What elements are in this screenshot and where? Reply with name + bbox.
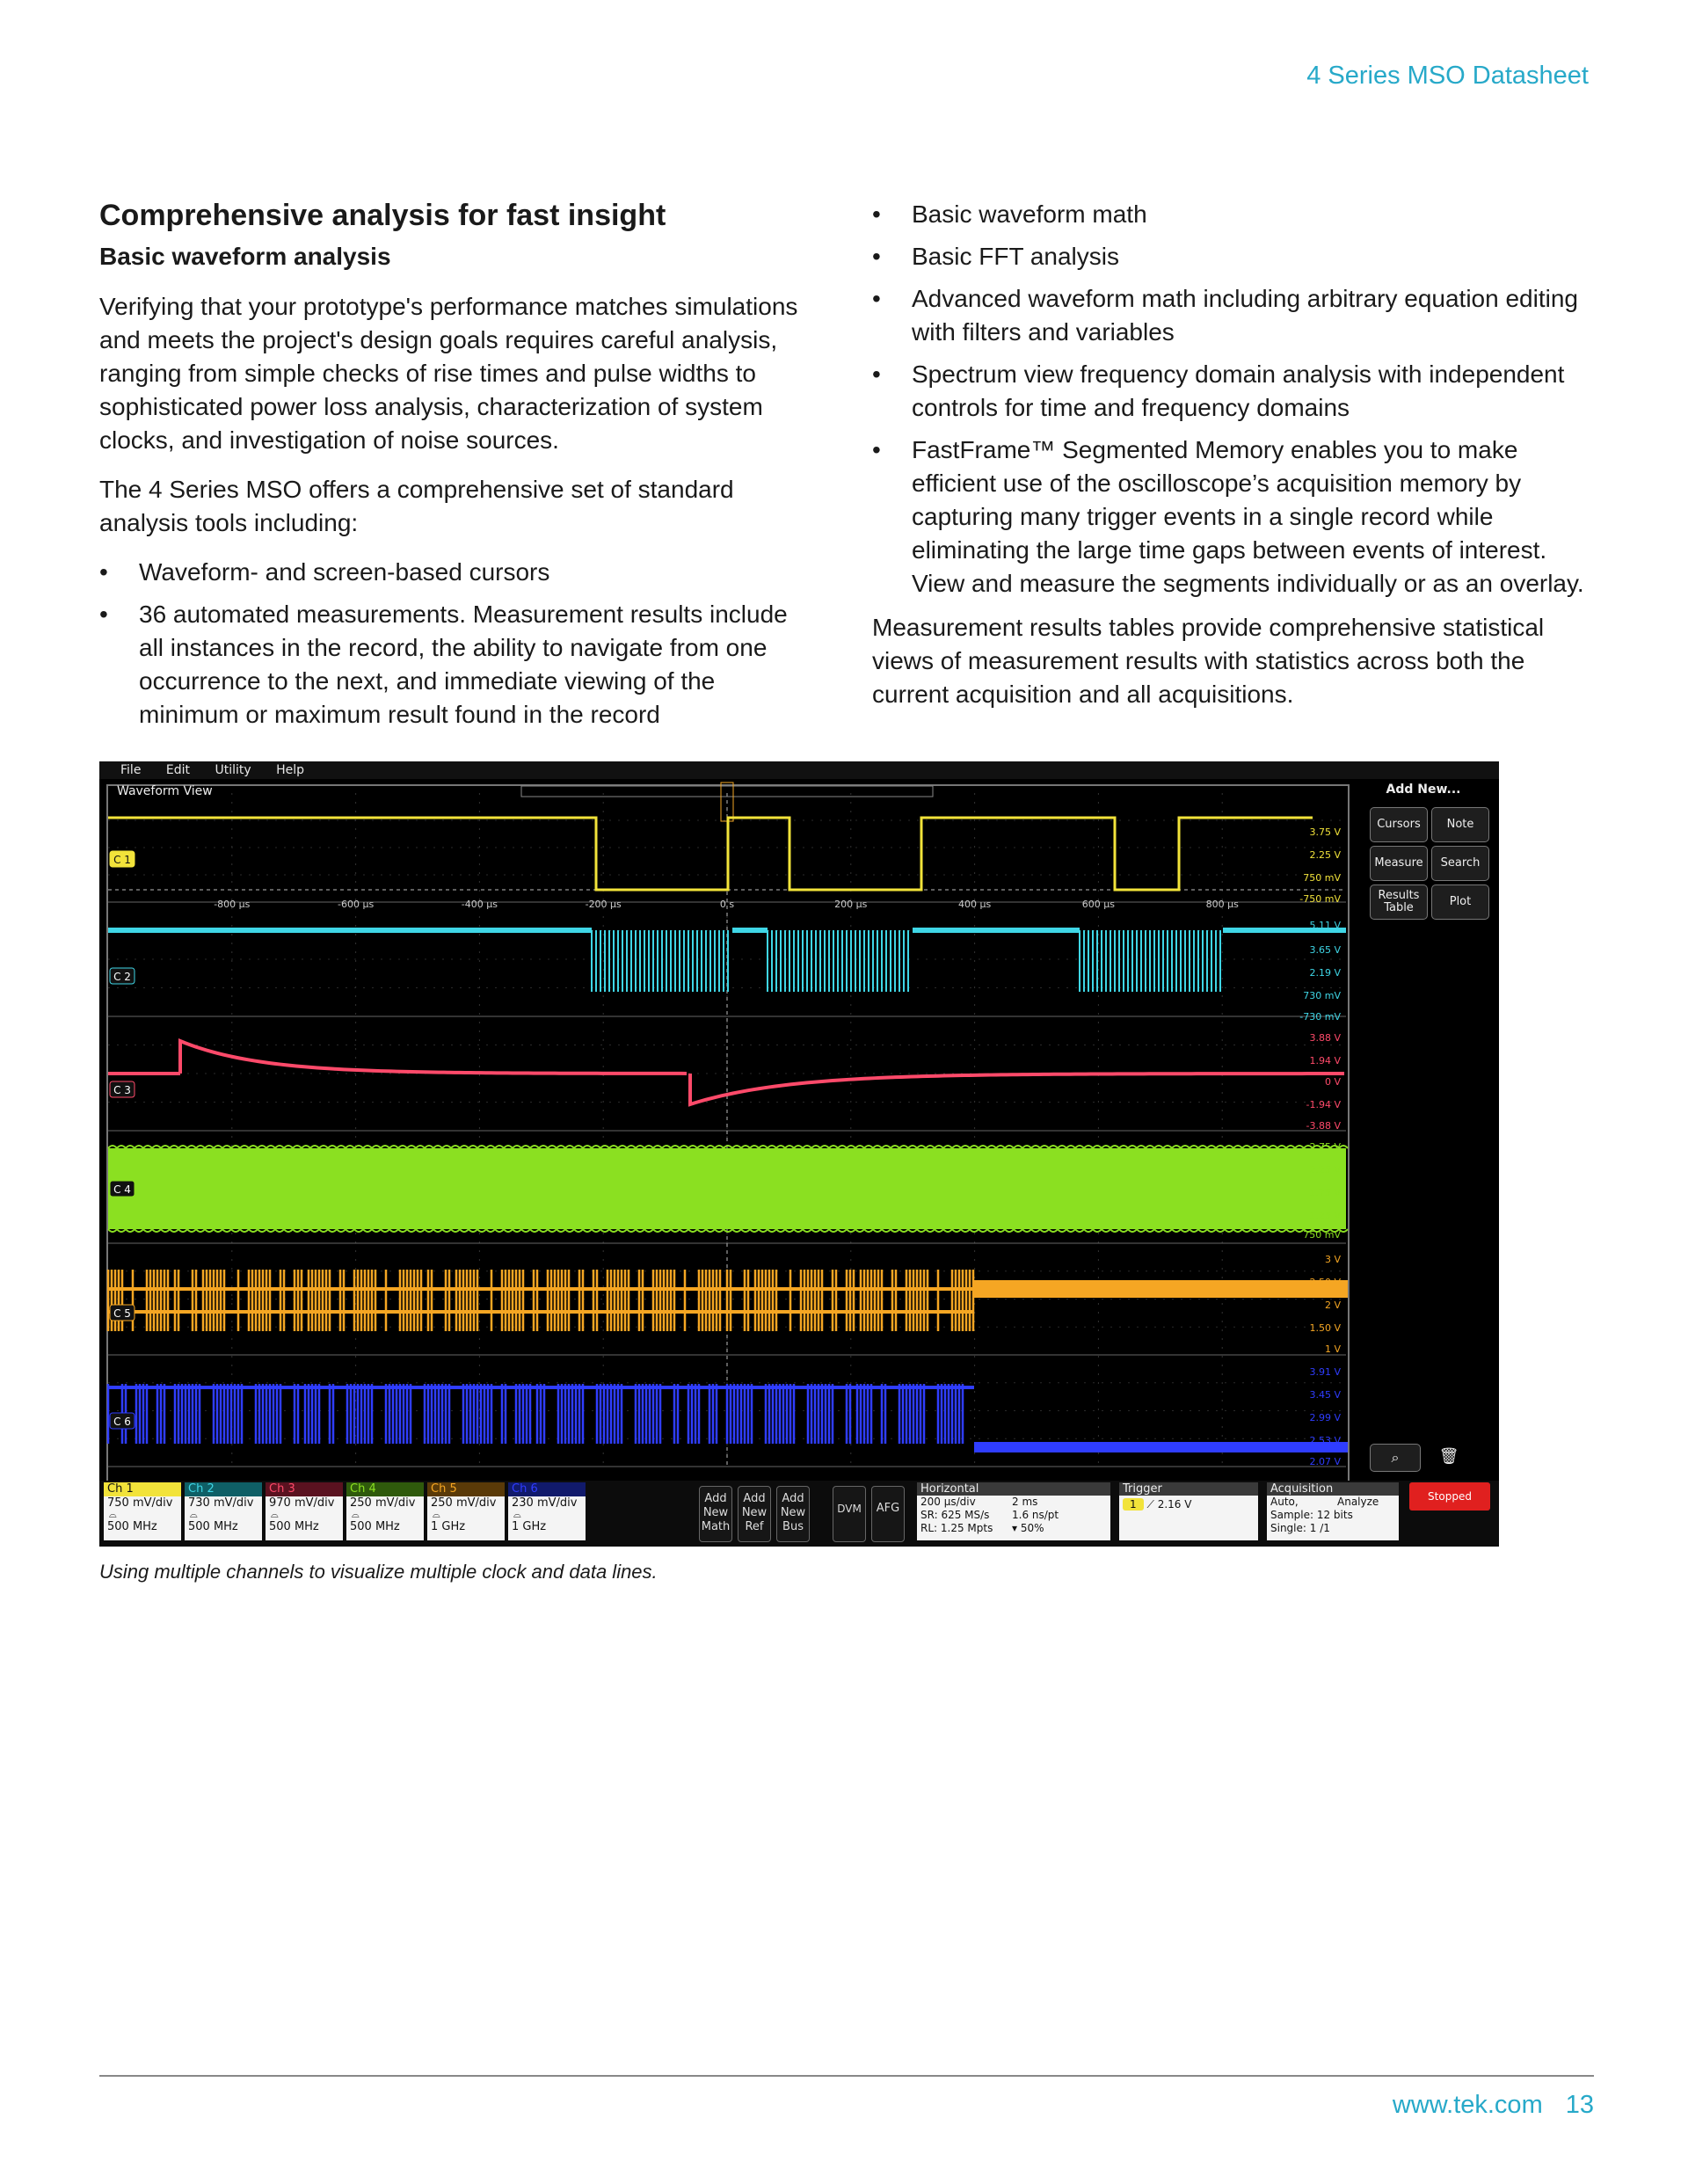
channel-3-waveform: [180, 1041, 687, 1074]
paragraph: Measurement results tables provide comprehensive statistical views of measurement results with statistics across both the current acquisition and all acquisitions.: [872, 614, 1545, 708]
voltage-tick-label: 1.25 V: [1309, 1210, 1341, 1221]
channel-5-waveform: [108, 1270, 973, 1331]
right-column: [872, 198, 1589, 727]
channel-handle-label: C 4: [113, 1183, 131, 1196]
time-tick-label: 0 s: [719, 899, 735, 910]
settings-bar: [99, 1481, 1499, 1547]
add-new-ref-button[interactable]: Add New Ref: [738, 1486, 771, 1542]
time-tick-label: -200 µs: [585, 899, 622, 910]
footer: [1393, 2091, 1594, 2120]
channel-1-handle: [110, 851, 135, 867]
voltage-tick-label: -730 mV: [1299, 1011, 1341, 1023]
list-item: • 36 automated measurements. Measurement results include all instances in the record, the ability to navigate from one occurrence to the next, and immediate viewing of the minimum or maximum result found in the record: [99, 598, 816, 732]
channel-handle-label: C 3: [113, 1084, 131, 1096]
subsection-heading: Basic waveform analysis: [99, 242, 391, 270]
waveforms: [108, 818, 1348, 1452]
voltage-tick-label: 2.50 V: [1309, 1277, 1341, 1288]
voltage-tick-label: 1.94 V: [1309, 1055, 1341, 1067]
document-title: 4 Series MSO Datasheet: [1306, 62, 1589, 90]
channel-6-waveform: [974, 1442, 1348, 1452]
channel-5-handle: [110, 1305, 135, 1321]
acquisition-settings[interactable]: Acquisition Auto, Analyze Sample: 12 bits Single: 1 /1: [1267, 1482, 1399, 1540]
list-item: • FastFrame™ Segmented Memory enables you to make efficient use of the oscilloscope’s acquisition memory by capturing many trigger events in a single record while eliminating the large time gaps between events of interest. View and measure the segments individually or as an overlay.: [872, 433, 1589, 601]
horizontal-settings[interactable]: Horizontal 200 µs/div 2 ms SR: 625 MS/s 1.6 ns/pt RL: 1.25 Mpts ▾ 50%: [917, 1482, 1110, 1540]
time-tick-label: 200 µs: [834, 899, 868, 910]
channel-handle-label: C 5: [113, 1307, 131, 1320]
dvm-button[interactable]: DVM: [833, 1486, 866, 1542]
voltage-tick-label: 3.45 V: [1309, 1389, 1341, 1401]
time-tick-label: 600 µs: [1081, 899, 1116, 910]
paragraph: The 4 Series MSO offers a comprehensive set of standard analysis tools including:: [99, 476, 734, 537]
left-column: [99, 198, 816, 742]
voltage-tick-label: 3.65 V: [1309, 944, 1341, 956]
list-item: • Advanced waveform math including arbitrary equation editing with filters and variables: [872, 282, 1589, 349]
voltage-tick-label: -750 mV: [1299, 893, 1341, 905]
voltage-tick-label: 2.25 V: [1309, 849, 1341, 861]
voltage-tick-label: 2.53 V: [1309, 1435, 1341, 1446]
waveform-display[interactable]: [99, 761, 1499, 1481]
zoom-icon[interactable]: ⌕: [1370, 1444, 1421, 1472]
voltage-tick-label: 2.07 V: [1309, 1456, 1341, 1467]
channel-2-burst: [592, 930, 728, 992]
add-new-bus-button[interactable]: Add New Bus: [776, 1486, 810, 1542]
channel-badge-2[interactable]: Ch 2 730 mV/div ⌓ 500 MHz: [185, 1482, 262, 1540]
list-item: • Basic FFT analysis: [872, 240, 1589, 273]
note-button[interactable]: Note: [1431, 807, 1489, 842]
trigger-source: 1: [1123, 1498, 1144, 1511]
channel-handle-label: C 6: [113, 1416, 131, 1428]
bullet-list: [872, 198, 1589, 601]
voltage-tick-label: 0 V: [1324, 1076, 1341, 1088]
voltage-tick-label: 5.11 V: [1309, 920, 1341, 931]
section-heading: Comprehensive analysis for fast insight: [99, 199, 666, 232]
channel-badge-5[interactable]: Ch 5 250 mV/div ⌓ 1 GHz: [427, 1482, 505, 1540]
voltage-tick-label: 2.75 V: [1309, 1141, 1341, 1153]
channel-2-burst: [768, 930, 908, 992]
menu-utility[interactable]: Utility: [215, 763, 251, 777]
figure-caption: Using multiple channels to visualize multiple clock and data lines.: [99, 1561, 658, 1583]
channel-3-waveform: [690, 1074, 1344, 1104]
time-tick-label: -400 µs: [461, 899, 498, 910]
time-tick-label: -600 µs: [337, 899, 375, 910]
channel-badge-4[interactable]: Ch 4 250 mV/div ⌓ 500 MHz: [346, 1482, 424, 1540]
run-stop-button[interactable]: Stopped: [1409, 1482, 1490, 1511]
footer-divider: [99, 2075, 1594, 2077]
voltage-tick-label: -1.94 V: [1306, 1099, 1341, 1110]
cursors-button[interactable]: Cursors: [1370, 807, 1428, 842]
voltage-tick-label: 3.88 V: [1309, 1032, 1341, 1044]
measure-button[interactable]: Measure: [1370, 846, 1428, 881]
time-tick-label: -800 µs: [214, 899, 251, 910]
channel-4-handle: [110, 1181, 135, 1197]
add-new-math-button[interactable]: Add New Math: [699, 1486, 732, 1542]
voltage-tick-label: 2.25 V: [1309, 1164, 1341, 1176]
footer-url[interactable]: www.tek.com: [1392, 2091, 1543, 2119]
voltage-tick-label: 3.91 V: [1309, 1366, 1341, 1378]
voltage-tick-label: 3.75 V: [1309, 826, 1341, 838]
waveform-view-title: Waveform View: [117, 784, 213, 798]
bullet-list: [99, 556, 816, 732]
voltage-tick-label: 2.19 V: [1309, 967, 1341, 979]
voltage-tick-label: 730 mV: [1303, 990, 1341, 1001]
voltage-tick-label: 1.50 V: [1309, 1322, 1341, 1334]
channel-4-waveform: [108, 1148, 1346, 1229]
trash-icon[interactable]: 🗑: [1438, 1447, 1459, 1466]
channel-3-handle: [110, 1081, 135, 1097]
voltage-tick-label: 750 mV: [1303, 1229, 1341, 1241]
voltage-tick-label: 3 V: [1324, 1254, 1341, 1265]
voltage-tick-label: 1 V: [1324, 1343, 1341, 1355]
channel-badge-1[interactable]: Ch 1 750 mV/div ⌓ 500 MHz: [104, 1482, 181, 1540]
channel-6-waveform: [108, 1384, 963, 1444]
list-item: • Spectrum view frequency domain analysis with independent controls for time and frequency domains: [872, 358, 1589, 425]
voltage-tick-label: 2 V: [1324, 1299, 1341, 1311]
menu-edit[interactable]: Edit: [165, 763, 191, 777]
results-table-button[interactable]: Results Table: [1370, 885, 1428, 920]
paragraph: Verifying that your prototype's performance matches simulations and meets the project's design goals requires careful analysis, ranging from simple checks of rise times and pulse widths to sophisticated power loss analysis, characterization of system clocks, and investigation of noise sources.: [99, 293, 798, 455]
search-button[interactable]: Search: [1431, 846, 1489, 881]
voltage-tick-label: 750 mV: [1303, 872, 1341, 884]
channel-2-handle: [110, 968, 135, 984]
time-tick-label: 400 µs: [957, 899, 992, 910]
time-tick-label: 800 µs: [1205, 899, 1239, 910]
oscilloscope-screenshot: [99, 761, 1499, 1547]
channel-5-waveform: [974, 1280, 1348, 1298]
channel-badge-6[interactable]: Ch 6 230 mV/div ⌓ 1 GHz: [508, 1482, 586, 1540]
menu-help[interactable]: Help: [276, 763, 305, 777]
afg-button[interactable]: AFG: [871, 1486, 905, 1542]
channel-2-burst: [1080, 930, 1220, 992]
voltage-tick-label: 2.99 V: [1309, 1412, 1341, 1423]
channel-handle-label: C 2: [113, 971, 131, 983]
add-new-title: Add New...: [1386, 783, 1461, 797]
channel-handle-label: C 1: [113, 854, 131, 866]
channel-6-handle: [110, 1413, 135, 1429]
voltage-tick-label: 1.75 V: [1309, 1187, 1341, 1198]
plot-button[interactable]: Plot: [1431, 885, 1489, 920]
list-item: • Basic waveform math: [872, 198, 1589, 231]
page-number: 13: [1565, 2091, 1594, 2119]
channel-badge-3[interactable]: Ch 3 970 mV/div ⌓ 500 MHz: [266, 1482, 343, 1540]
trigger-settings[interactable]: Trigger 1 ⟋ 2.16 V: [1119, 1482, 1258, 1540]
list-item: • Waveform- and screen-based cursors: [99, 556, 816, 589]
menu-file[interactable]: File: [120, 763, 142, 777]
voltage-tick-label: -3.88 V: [1306, 1120, 1341, 1132]
channel-1-waveform: [108, 818, 1313, 890]
